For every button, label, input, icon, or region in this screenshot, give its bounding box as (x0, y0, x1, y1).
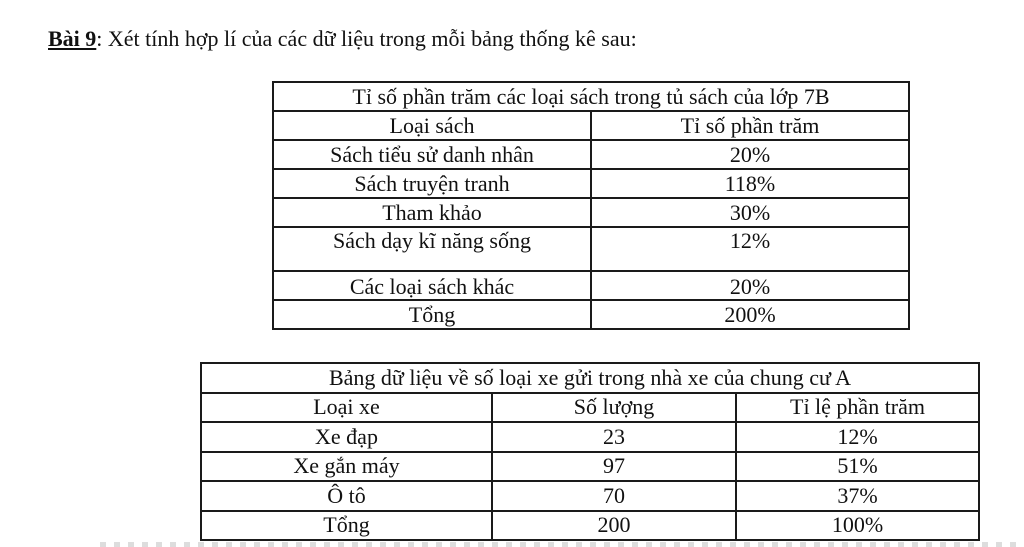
table-total-row (201, 511, 979, 541)
table-cell: 51% (736, 452, 979, 482)
column-header: Tỉ lệ phần trăm (736, 393, 979, 423)
table-cell: 97 (492, 452, 736, 482)
table-cell: Sách truyện tranh (273, 169, 591, 198)
book-percentage-table (272, 81, 910, 330)
table-cell: 200 (492, 511, 736, 541)
table-row (273, 271, 909, 300)
table-row (201, 452, 979, 482)
vehicle-parking-table (200, 362, 980, 541)
table-header-row (201, 393, 979, 423)
table-cell: Xe gắn máy (201, 452, 492, 482)
column-header: Số lượng (492, 393, 736, 423)
table-cell: Sách tiểu sử danh nhân (273, 140, 591, 169)
table-row (273, 227, 909, 271)
table-cell: Sách dạy kĩ năng sống (273, 227, 591, 271)
table-cell: 100% (736, 511, 979, 541)
table-cell: 20% (591, 140, 909, 169)
table-cell: 12% (591, 227, 909, 271)
table-row (273, 169, 909, 198)
table-row (273, 140, 909, 169)
table-cell: Tổng (201, 511, 492, 541)
table-header-row (273, 111, 909, 140)
table-cell: Ô tô (201, 481, 492, 511)
table-row (273, 198, 909, 227)
exercise-heading (48, 24, 637, 54)
exercise-label: Bài 9 (48, 26, 97, 51)
column-header: Loại xe (201, 393, 492, 423)
table-title-row (273, 82, 909, 111)
table-cell: Tham khảo (273, 198, 591, 227)
table-title: Bảng dữ liệu về số loại xe gửi trong nhà xe của chung cư A (201, 363, 979, 393)
table-cell: 20% (591, 271, 909, 300)
table-cell: 12% (736, 422, 979, 452)
table-title-row (201, 363, 979, 393)
table-title: Tỉ số phần trăm các loại sách trong tủ sách của lớp 7B (273, 82, 909, 111)
table-total-row (273, 300, 909, 329)
table-cell: 118% (591, 169, 909, 198)
table-cell: Tổng (273, 300, 591, 329)
table-row (201, 422, 979, 452)
exercise-prompt: : Xét tính hợp lí của các dữ liệu trong mỗi bảng thống kê sau: (96, 26, 637, 51)
table-cell: 200% (591, 300, 909, 329)
table-row (201, 481, 979, 511)
table-cell: 30% (591, 198, 909, 227)
table-cell: Xe đạp (201, 422, 492, 452)
table-cell: 23 (492, 422, 736, 452)
cropped-text-line (100, 542, 1024, 547)
table-cell: Các loại sách khác (273, 271, 591, 300)
column-header: Loại sách (273, 111, 591, 140)
column-header: Tỉ số phần trăm (591, 111, 909, 140)
table-cell: 37% (736, 481, 979, 511)
table-cell: 70 (492, 481, 736, 511)
